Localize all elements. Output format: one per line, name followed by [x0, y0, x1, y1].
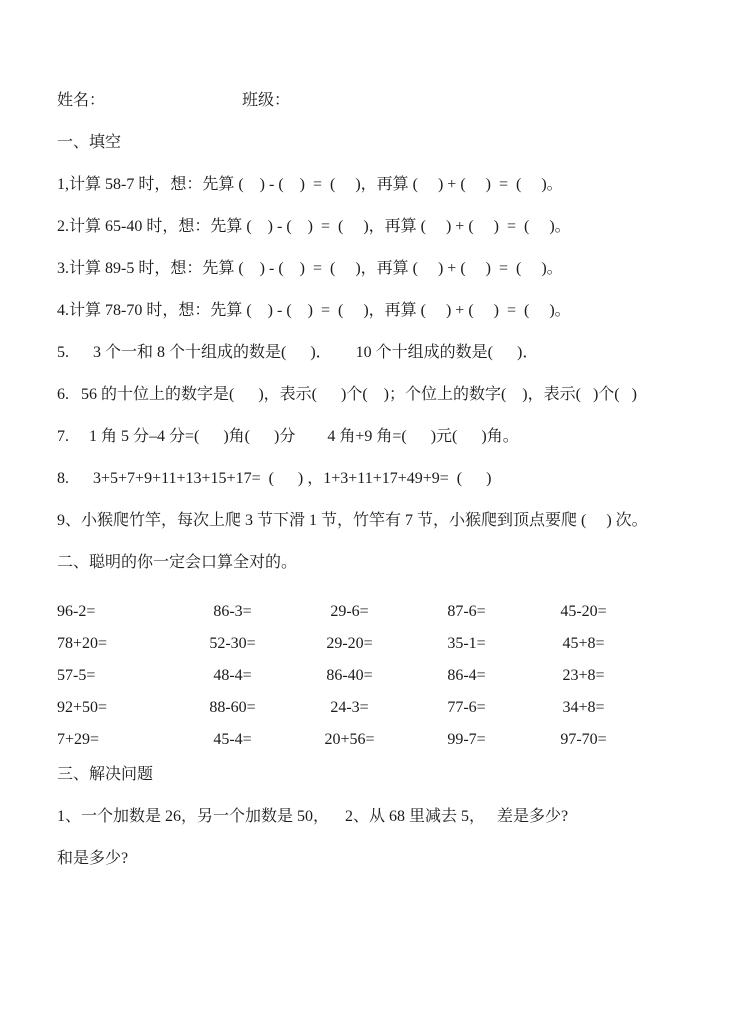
calc-cell: 52-30=: [209, 635, 256, 652]
calc-cell: 87-6=: [447, 603, 486, 620]
calc-cell: 45-4=: [213, 731, 252, 748]
calc-cell: 86-4=: [447, 667, 486, 684]
calc-cell: 78+20=: [57, 635, 108, 652]
calc-cell: 86-3=: [213, 603, 252, 620]
grid-row-2: [57, 628, 642, 660]
section-three-title: 三、解决问题: [57, 766, 154, 783]
calc-cell: 99-7=: [447, 731, 486, 748]
name-label: 姓名：: [57, 92, 106, 109]
calc-cell: 24-3=: [330, 699, 369, 716]
fill-item-5: 5. 3 个一和 8 个十组成的数是( )． 10 个十组成的数是( )．: [57, 344, 539, 361]
calc-cell: 96-2=: [57, 603, 96, 620]
word-problem-continuation: 和是多少?: [57, 850, 129, 867]
calc-cell: 86-40=: [326, 667, 373, 684]
class-label: 班级：: [242, 92, 291, 109]
fill-item-3: 3.计算 89-5 时，想：先算 ( ) - ( ) = ( )，再算 ( ) + ( ) = ( )。: [57, 260, 563, 277]
grid-row-4: [57, 692, 642, 724]
calc-cell: 23+8=: [562, 667, 605, 684]
calc-cell: 45-20=: [560, 603, 607, 620]
grid-row-3: [57, 660, 642, 692]
calc-cell: 34+8=: [562, 699, 605, 716]
fill-item-1: 1,计算 58-7 时，想：先算 ( ) - ( ) = ( )，再算 ( ) + ( ) = ( )。: [57, 176, 563, 193]
fill-item-6: 6. 56 的十位上的数字是( )，表示( )个( )；个位上的数字( )，表示( )个( ): [57, 386, 637, 403]
calc-cell: 97-70=: [560, 731, 607, 748]
calc-cell: 20+56=: [324, 731, 375, 748]
calc-cell: 35-1=: [447, 635, 486, 652]
calc-cell: 92+50=: [57, 699, 108, 716]
calc-cell: 57-5=: [57, 667, 96, 684]
calc-cell: 29-20=: [326, 635, 373, 652]
fill-item-2: 2.计算 65-40 时，想：先算 ( ) - ( ) = ( )，再算 ( ) + ( ) = ( )。: [57, 218, 571, 235]
calc-cell: 77-6=: [447, 699, 486, 716]
section-one-title: 一、填空: [57, 134, 122, 151]
calc-cell: 45+8=: [562, 635, 605, 652]
word-problems-line: 1、一个加数是 26，另一个加数是 50， 2、从 68 里减去 5， 差是多少?: [57, 808, 569, 825]
grid-row-1: [57, 596, 642, 628]
calc-cell: 29-6=: [330, 603, 369, 620]
section-two-title: 二、聪明的你一定会口算全对的。: [57, 554, 298, 571]
fill-item-7: 7. 1 角 5 分–4 分=( )角( )分 4 角+9 角=( )元( )角。: [57, 428, 519, 445]
calc-cell: 48-4=: [213, 667, 252, 684]
fill-item-9: 9、小猴爬竹竿，每次上爬 3 节下滑 1 节，竹竿有 7 节，小猴爬到顶点要爬 ( ) 次。: [57, 512, 648, 529]
name-class-line: [57, 92, 716, 110]
grid-row-5: [57, 724, 642, 756]
calc-cell: 88-60=: [209, 699, 256, 716]
fill-item-4: 4.计算 78-70 时，想：先算 ( ) - ( ) = ( )，再算 ( ) + ( ) = ( )。: [57, 302, 571, 319]
oral-calc-grid: [57, 596, 642, 756]
fill-item-8: 8. 3+5+7+9+11+13+15+17= ( ) ，1+3+11+17+49+9= ( ): [57, 470, 492, 487]
calc-cell: 7+29=: [57, 731, 100, 748]
